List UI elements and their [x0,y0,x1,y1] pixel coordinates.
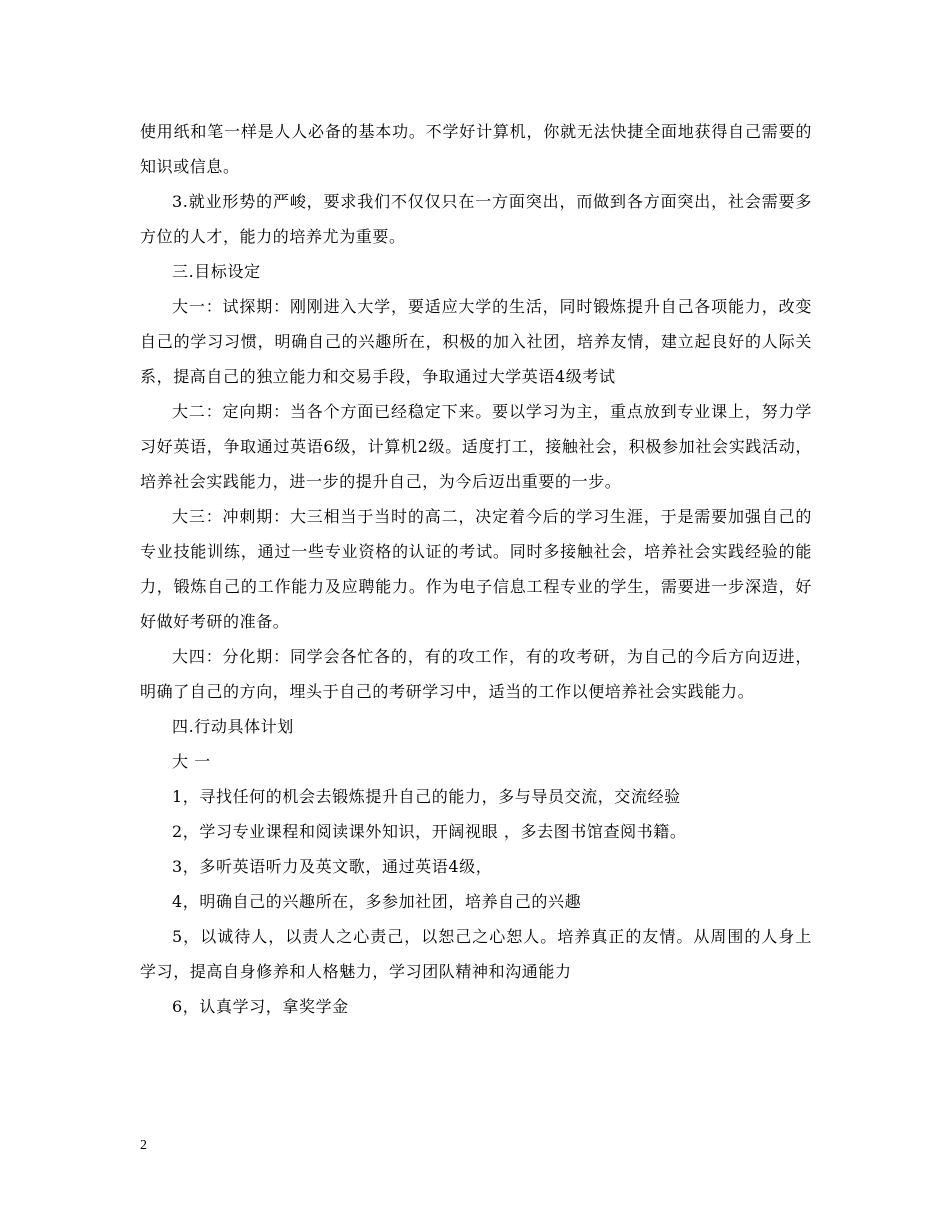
page-number: 2 [140,1138,147,1153]
document-body [140,114,812,1024]
paragraph-continuation: 使用纸和笔一样是人人必备的基本功。不学好计算机，你就无法快捷全面地获得自己需要的知识或信息。 [140,122,812,176]
list-item-5: 5，以诚待人，以责人之心责己，以恕己之心恕人。培养真正的友情。从周围的人身上学习，提高自身修养和人格魅力，学习团队精神和沟通能力 [140,927,812,981]
paragraph-year-three: 大三：冲刺期：大三相当于当时的高二，决定着今后的学习生涯，于是需要加强自己的专业技能训练，通过一些专业资格的认证的考试。同时多接触社会，培养社会实践经验的能力，锻炼自己的工作能力及应聘能力。作为电子信息工程专业的学生，需要进一步深造，好好做好考研的准备。 [140,507,812,631]
list-item-3: 3，多听英语听力及英文歌，通过英语4级， [172,857,493,876]
paragraph-year-one: 大一：试探期：刚刚进入大学，要适应大学的生活，同时锻炼提升自己各项能力，改变自己的学习习惯，明确自己的兴趣所在，积极的加入社团，培养友情，建立起良好的人际关系，提高自己的独立能力和交易手段，争取通过大学英语4级考试 [140,297,812,386]
list-item-2: 2，学习专业课程和阅读课外知识，开阔视眼 ，多去图书馆查阅书籍。 [172,822,687,841]
list-item-4: 4，明确自己的兴趣所在，多参加社团，培养自己的兴趣 [172,892,582,911]
list-item-6: 6，认真学习，拿奖学金 [172,997,349,1016]
section-heading-action-plan: 四.行动具体计划 [172,717,294,736]
paragraph-employment-situation: 3.就业形势的严峻，要求我们不仅仅只在一方面突出，而做到各方面突出，社会需要多方位的人才，能力的培养尤为重要。 [140,192,812,246]
section-heading-goal-setting: 三.目标设定 [172,262,261,281]
paragraph-year-two: 大二：定向期：当各个方面已经稳定下来。要以学习为主，重点放到专业课上，努力学习好英语，争取通过英语6级，计算机2级。适度打工，接触社会，积极参加社会实践活动，培养社会实践能力，进一步的提升自己，为今后迈出重要的一步。 [140,402,812,491]
subheading-year-one: 大 一 [172,752,211,771]
list-item-1: 1，寻找任何的机会去锻炼提升自己的能力，多与导员交流，交流经验 [172,787,681,806]
paragraph-year-four: 大四：分化期：同学会各忙各的，有的攻工作，有的攻考研，为自己的今后方向迈进，明确了自己的方向，埋头于自己的考研学习中，适当的工作以便培养社会实践能力。 [140,647,812,701]
